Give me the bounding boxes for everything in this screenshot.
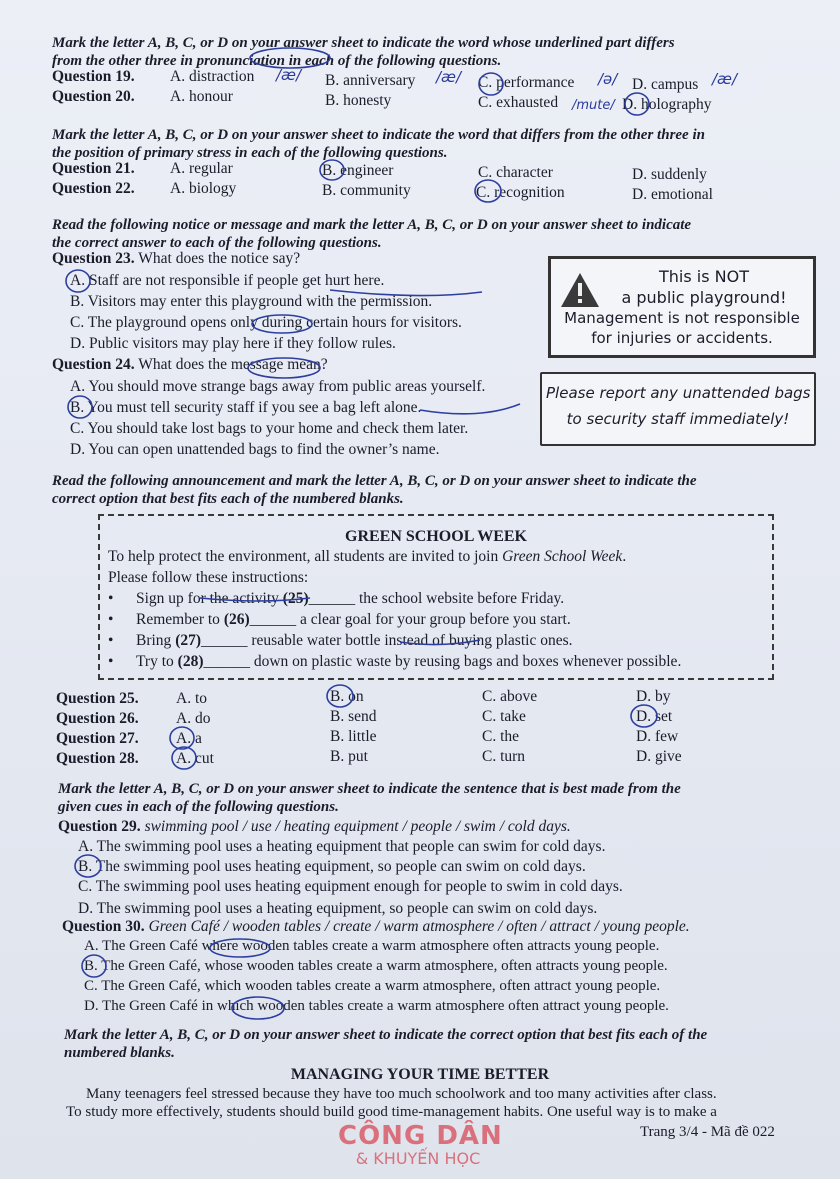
blank-26-number: (26) [223,611,250,628]
notice1-line2: a public playground! [621,288,787,307]
q19-option-b: B. anniversary [325,72,416,89]
underline-bottle [400,640,480,645]
watermark-line1: CÔNG DÂN [338,1121,503,1151]
q25-option-d: D. by [636,688,671,705]
q28-option-d: D. give [636,748,682,765]
q22-option-d: D. emotional [632,186,713,203]
section5-instruction-line1: Mark the letter A, B, C, or D on your answer sheet to indicate the sentence that is best made from the [58,781,681,797]
q24-stem: What does the message mean? [138,356,328,373]
q27-label: Question 27. [56,730,139,747]
q20-option-b: B. honesty [325,92,392,109]
blank-26-text-a: Remember to [136,611,224,628]
blank-28-number: (28) [177,653,204,670]
q29-option-b: B. The swimming pool uses heating equipment, so people can swim on cold days. [78,858,586,875]
q28-option-b: B. put [330,748,368,765]
q29-option-d: D. The swimming pool uses a heating equipment, so people can swim on cold days. [78,900,598,917]
circle-q19-c [479,73,503,95]
q25-option-b: B. on [330,688,364,705]
passage-title: MANAGING YOUR TIME BETTER [290,1066,550,1083]
section2-instruction-line2: the position of primary stress in each of the following questions. [52,145,448,161]
section1-instruction-line2: from the other three in pronunciation in each of the following questions. [52,53,502,69]
q25-label: Question 25. [56,690,139,707]
q20-label: Question 20. [52,88,135,105]
notice2-line1: Please report any unattended bags [546,384,811,402]
q28-option-a: A. cut [176,750,214,767]
section5-instruction-line2: given cues in each of the following questions. [58,799,339,815]
blank-27-text-c: ______ reusable water bottle instead of buying plastic ones. [201,632,573,649]
q25-option-c: C. above [482,688,538,705]
circle-where [210,939,270,957]
q24-option-b: B. You must tell security staff if you see a bag left alone. [70,399,422,416]
circle-q30-b [82,955,106,977]
q30-label: Question 30. [62,918,145,935]
q23-option-d: D. Public visitors may play here if they follow rules. [70,335,396,352]
circle-message [248,358,320,378]
q26-option-c: C. take [482,708,526,725]
q21-option-b: B. engineer [322,162,394,179]
note-19b: /æ/ [436,68,462,86]
q22-option-c: C. recognition [476,184,565,201]
section3-instruction-line1: Read the following notice or message and mark the letter A, B, C, or D on your answer sheet to indicate [52,217,692,233]
section2-instruction-line1: Mark the letter A, B, C, or D on your answer sheet to indicate the word that differs from the other three in [52,127,705,143]
q23-label: Question 23. [52,250,135,267]
q24-option-d: D. You can open unattended bags to find the owner’s name. [70,441,440,458]
q26-option-b: B. send [330,708,377,725]
notice1-line1: This is NOT [659,267,749,286]
q22-option-b: B. community [322,182,411,199]
blank-25-number: (25) [282,590,309,607]
q23-option-c: C. The playground opens only during certain hours for visitors. [70,314,462,331]
underline-q23-b [330,290,482,296]
passage-line1: Many teenagers feel stressed because they have too much schoolwork and too many activities after class. [86,1086,717,1102]
q21-option-c: C. character [478,164,553,181]
watermark-line2: & KHUYẾN HỌC [355,1149,481,1168]
q24-option-c: C. You should take lost bags to your home and check them later. [70,420,469,437]
q25-option-a: A. to [176,690,207,707]
q26-label: Question 26. [56,710,139,727]
q30-option-b: B. The Green Café, whose wooden tables create a warm atmosphere, often attracts young people. [84,958,668,974]
q21-option-d: D. suddenly [632,166,707,183]
note-19a: /æ/ [276,66,302,84]
q28-option-c: C. turn [482,748,526,765]
circle-only [252,315,312,333]
circle-pronunciation [250,48,330,68]
section3-instruction-line2: the correct answer to each of the following questions. [52,235,382,251]
q28-label: Question 28. [56,750,139,767]
note-20c: /mute/ [572,98,615,113]
underline-q24-b [420,404,520,414]
circle-q23-a [66,270,90,292]
section4-instruction-line1: Read the following announcement and mark the letter A, B, C, or D on your answer sheet to indicate the [52,473,697,489]
q19-option-c: C. performance [478,74,575,91]
q30-option-d: D. The Green Café in which wooden tables create a warm atmosphere often attract young people. [84,998,669,1014]
announcement-line1-b: Green School Week [502,548,623,565]
q27-option-d: D. few [636,728,679,745]
circle-q29-b [75,855,101,877]
blank-28-text-c: ______ down on plastic waste by reusing bags and boxes whenever possible. [203,653,682,670]
q30-option-c: C. The Green Café, which wooden tables create a warm atmosphere, often attract young people. [84,978,661,994]
circle-in-which [232,997,284,1019]
q29-option-a: A. The swimming pool uses a heating equipment that people can swim for cold days. [78,838,606,855]
blank-27-number: (27) [175,632,202,649]
q22-option-a: A. biology [170,180,237,197]
blank-25-text-c: ______ the school website before Friday. [308,590,565,607]
note-19d: /æ/ [712,70,738,88]
circle-q28-a [172,747,196,769]
notice2-line2: to security staff immediately! [566,410,790,428]
section1-instruction-line1: Mark the letter A, B, C, or D on your answer sheet to indicate the word whose underlined part differs [52,35,675,51]
circle-q25-b [327,685,353,707]
q27-option-b: B. little [330,728,377,745]
q30-option-a: A. The Green Café where wooden tables create a warm atmosphere often attracts young people. [84,938,660,954]
blank-28-text-a: Try to [136,653,178,670]
circle-q22-c [475,180,501,202]
q29-label: Question 29. [58,818,141,835]
page-number: Trang 3/4 - Mã đề 022 [640,1124,775,1140]
announcement-line1-c: . [622,548,627,565]
q26-option-d: D. set [636,708,673,725]
circle-q27-a [170,727,194,749]
notice1-line3: Management is not responsible [564,309,800,327]
q19-label: Question 19. [52,68,135,85]
circle-q26-d [631,705,657,727]
q21-label: Question 21. [52,160,135,177]
section6-instruction-line1: Mark the letter A, B, C, or D on your answer sheet to indicate the correct option that best fits each of the [64,1027,708,1043]
blank-26-text-c: ______ a clear goal for your group before you start. [249,611,571,628]
q27-option-c: C. the [482,728,520,745]
passage-line2: To study more effectively, students should build good time-management habits. One useful way is to make a [66,1104,717,1120]
underline-sign-up [200,598,310,601]
q19-option-a: A. distraction [170,68,255,85]
q22-label: Question 22. [52,180,135,197]
q21-option-a: A. regular [170,160,233,177]
section4-instruction-line2: correct option that best fits each of the numbered blanks. [52,491,404,507]
q20-option-c: C. exhausted [478,94,559,111]
section6-instruction-line2: numbered blanks. [64,1045,175,1061]
q30-cue: Green Café / wooden tables / create / warm atmosphere / often / attract / young people. [148,918,690,935]
announcement-line1-a: To help protect the environment, all students are invited to join [108,548,503,565]
q20-option-d: D. holography [622,96,712,113]
q24-option-a: A. You should move strange bags away from public areas yourself. [70,378,486,395]
q23-stem: What does the notice say? [138,250,301,267]
circle-q24-b [68,396,92,418]
notice1-line4: for injuries or accidents. [591,329,773,347]
blank-27-text-a: Bring [136,632,176,649]
announcement-title: GREEN SCHOOL WEEK [345,528,527,545]
q23-option-b: B. Visitors may enter this playground with the permission. [70,293,433,310]
circle-q20-d [625,93,649,115]
q29-option-c: C. The swimming pool uses heating equipment enough for people to swim in cold days. [78,878,623,895]
q27-option-a: A. a [176,730,202,747]
blank-25-text-a: Sign up for the activity [136,590,283,607]
q29-cue: swimming pool / use / heating equipment / people / swim / cold days. [144,818,571,835]
q19-option-d: D. campus [632,76,699,93]
announcement-line2: Please follow these instructions: [108,569,309,586]
circle-q21-b [320,160,344,180]
q26-option-a: A. do [176,710,211,727]
q20-option-a: A. honour [170,88,233,105]
q23-option-a: A. Staff are not responsible if people get hurt here. [70,272,385,289]
note-19c: /ə/ [598,70,618,88]
q24-label: Question 24. [52,356,135,373]
